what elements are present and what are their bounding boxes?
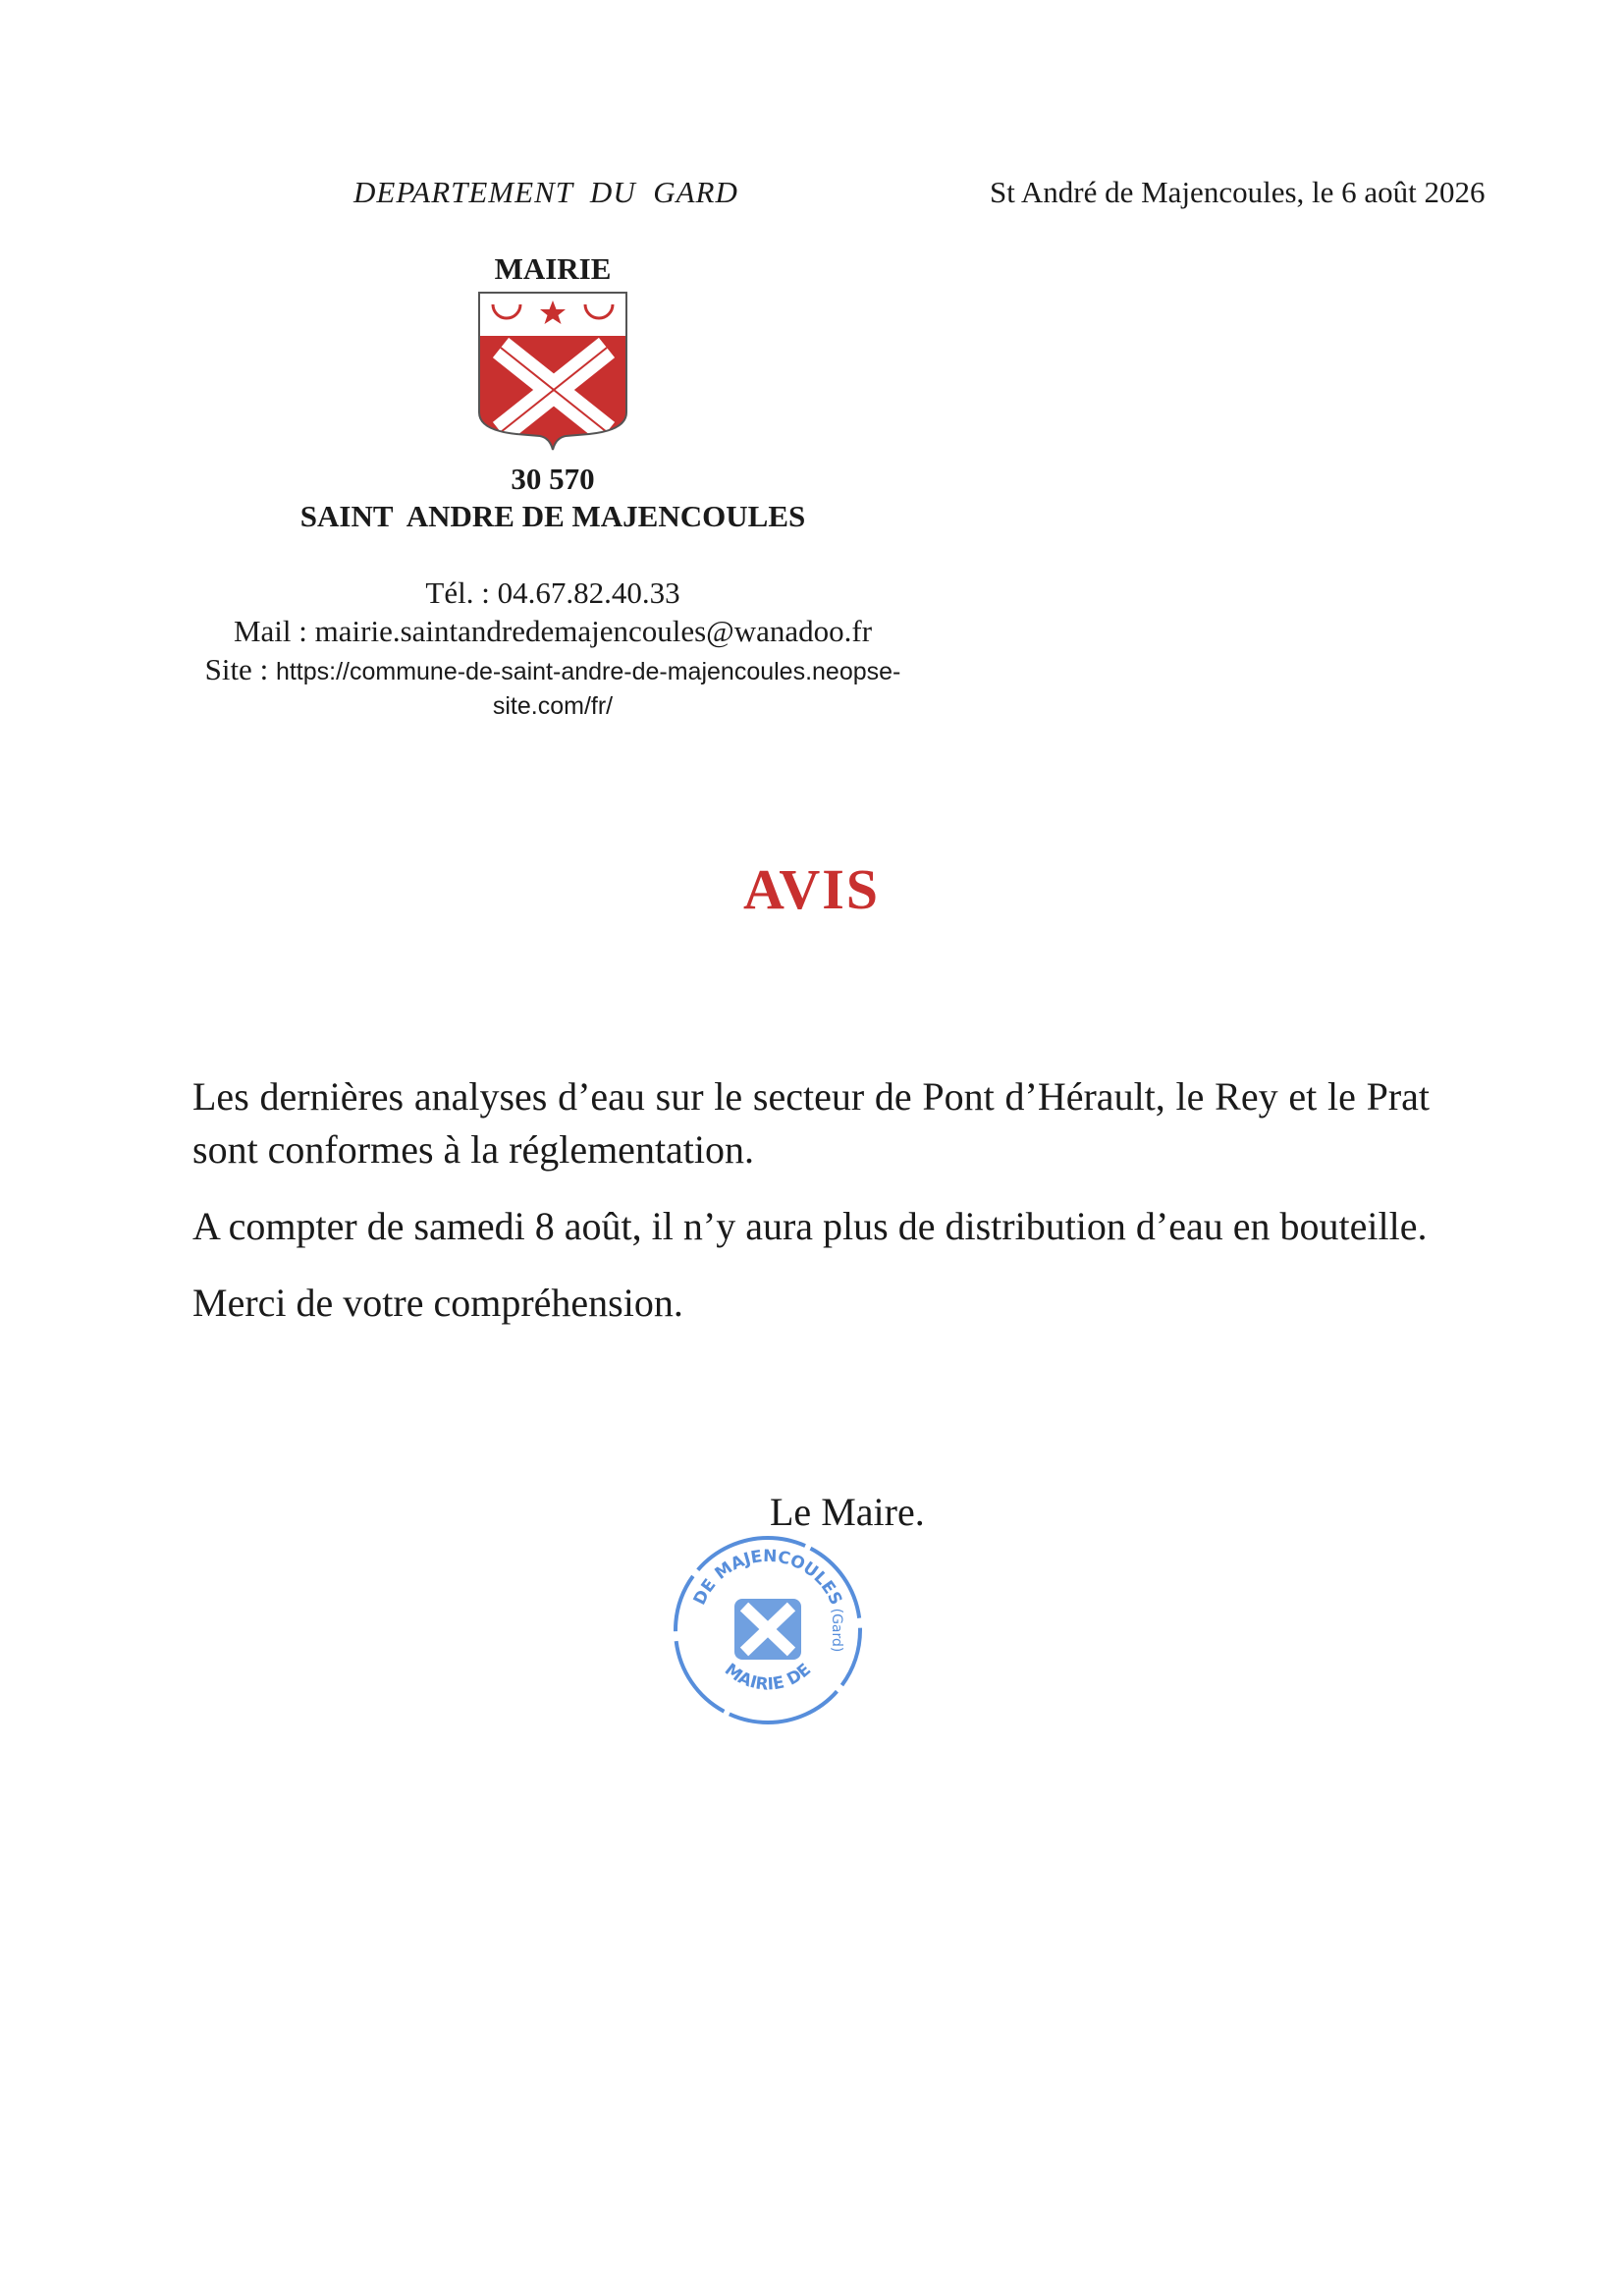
notice-paragraph: Merci de votre compréhension.: [192, 1281, 683, 1325]
website-line: [177, 650, 929, 691]
department-heading: DEPARTEMENT DU GARD: [353, 175, 738, 209]
notice-title: AVIS: [742, 857, 881, 921]
town-name: SAINT ANDRE DE MAJENCOULES: [299, 499, 806, 533]
notice-paragraph: Les dernières analyses d’eau sur le secteur de Pont d’Hérault, le Rey et le Prat sont conformes à la réglementation.: [192, 1074, 1430, 1172]
coat-of-arms-icon: [471, 287, 634, 456]
mairie-label: MAIRIE: [494, 251, 612, 286]
stamp-text-top: DE MAJENCOULES: [689, 1546, 846, 1609]
website-url-continuation[interactable]: site.com/fr/: [492, 692, 614, 720]
website-label: Site :: [204, 652, 276, 686]
phone-number: Tél. : 04.67.82.40.33: [425, 575, 680, 610]
notice-body: [192, 1070, 1430, 1353]
website-url[interactable]: https://commune-de-saint-andre-de-majencoules.neopse-: [275, 658, 901, 685]
stamp-text-bottom: MAIRIE DE: [721, 1660, 815, 1695]
postal-code: 30 570: [511, 462, 595, 496]
svg-text:MAIRIE DE: [721, 1660, 815, 1695]
notice-paragraph: A compter de samedi 8 août, il n’y aura plus de distribution d’eau en bouteille.: [192, 1204, 1428, 1248]
stamp-text-side: (Gard): [829, 1608, 844, 1653]
email-address[interactable]: Mail : mairie.saintandredemajencoules@wanadoo.fr: [233, 614, 873, 648]
town-hall-stamp-icon: [666, 1528, 870, 1732]
signature-label: Le Maire.: [770, 1490, 925, 1534]
place-and-date: St André de Majencoules, le 6 août 2026: [990, 175, 1486, 209]
contact-block: [177, 574, 929, 721]
